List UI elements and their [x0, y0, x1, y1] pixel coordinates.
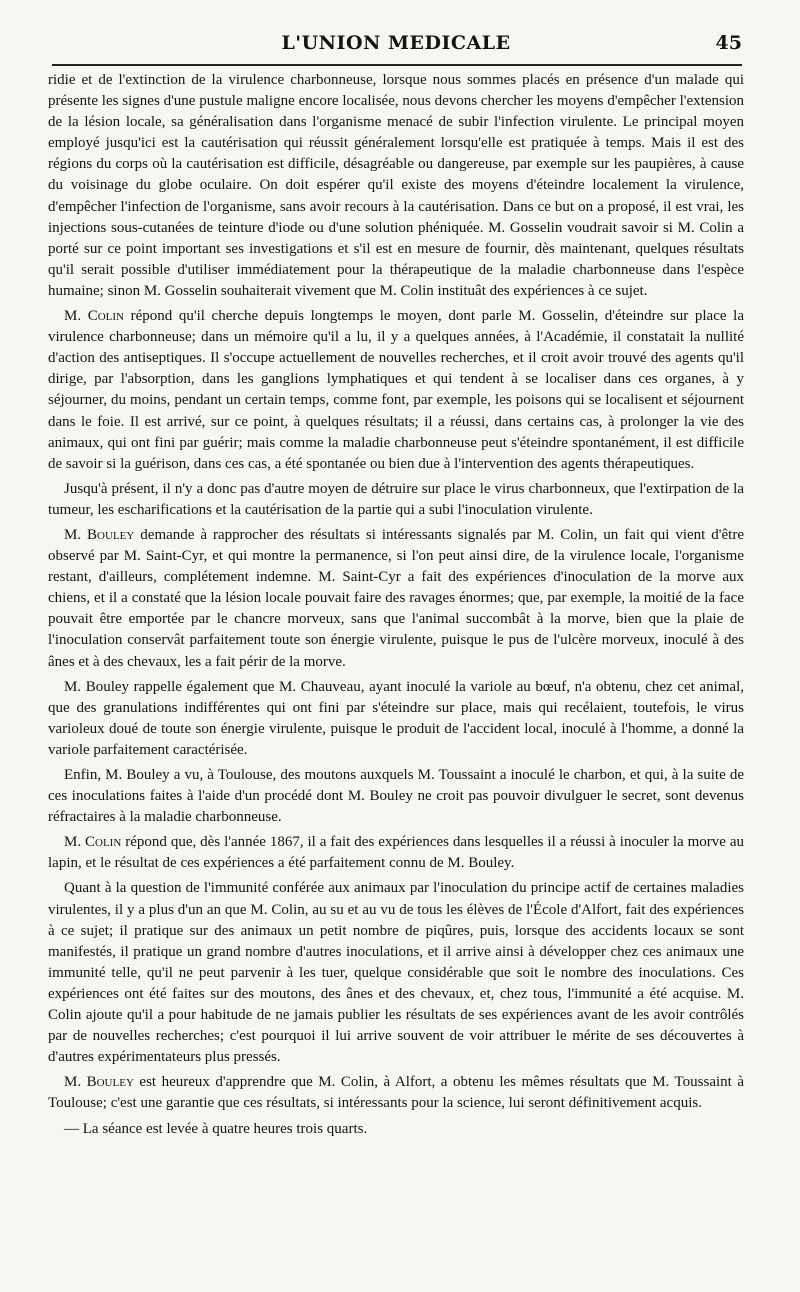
speaker-name: M. Colin [64, 308, 124, 325]
paragraph: M. Colin répond que, dès l'année 1867, il a fait des expériences dans lesquelles il a réussi à inoculer la morve au lapin, et le résultat de ces expériences a été parfaitement connu de M. Bouley. [48, 834, 745, 872]
paragraph: Jusqu'à présent, il n'y a donc pas d'autre moyen de détruire sur place le virus charbonneux, que l'extirpation de la tumeur, les escharifications et la cautérisation de la partie qui a subi l'inoculation virulente. [48, 480, 744, 518]
speaker-name: M. Bouley [64, 1074, 134, 1091]
paragraph: ridie et de l'extinction de la virulence charbonneuse, lorsque nous sommes placés en présence d'un malade qui présente les signes d'une pustule maligne encore localisée, nous devons chercher les moyens d'empêcher l'extension de la lésion locale, sa généralisation dans l'organisme menacé de subir l'infection virulente. Le principal moyen employé jusqu'ici est la cautérisation qui réussit généralement lorsqu'elle est pratiquée à temps. Mais il est des régions du corps où la cautérisation est difficile, désagréable ou dangereuse, par exemple sur les paupières, à cause du voisinage du globe oculaire. On doit espérer qu'il existe des moyens d'éteindre localement la virulence, d'empêcher l'infection de l'organisme, sans avoir recours à la cautérisation. Dans ce but on a proposé, il est vrai, les injections sous-cutanées de teinture d'iode ou d'une solution phéniquée. M. Gosselin voudrait savoir si M. Colin a porté sur ce point important ses investigations et s'il est en mesure de fournir, dès maintenant, quelques résultats qu'il serait possible d'utiliser immédiatement pour la thérapeutique de la maladie charbonneuse dans l'espèce humaine; sinon M. Gosselin souhaiterait vivement que M. Colin instituât des expériences à ce sujet. [48, 72, 744, 299]
speaker-name: M. Bouley [64, 526, 135, 543]
paragraph: M. Bouley est heureux d'apprendre que M. Colin, à Alfort, a obtenu les mêmes résultats que M. Toussaint à Toulouse; c'est une garantie que ces résultats, si intéressants pour la science, lui seront définitivement acquis. [48, 1074, 745, 1112]
running-header [50, 28, 742, 60]
page-number: 45 [715, 32, 742, 54]
paragraph: M. Bouley demande à rapprocher des résultats si intéressants signalés par M. Colin, un fait qui vient d'être observé par M. Saint-Cyr, et qui montre la permanence, si l'on peut ainsi dire, de la virulence locale, l'organisme restant, d'ailleurs, complétement indemne. M. Saint-Cyr a fait des expériences d'inoculation de la morve aux chiens, et il a constaté que la lésion locale pouvait faire des ravages énormes; que, par exemple, la moitié de la face pouvait être emportée par le chancre morveux, sans que l'animal succombât à la morve, bien que la plaie de l'inoculation conservât parfaitement toute son énergie virulente, puisque le pus de l'ulcère morveux, inoculé à des ânes et à des chevaux, les a fait périr de la morve. [48, 526, 744, 670]
paragraph: Enfin, M. Bouley a vu, à Toulouse, des moutons auxquels M. Toussaint a inoculé le charbon, et qui, à la suite de ces inoculations faites à l'aide d'un procédé dont M. Bouley ne croit pas pouvoir divulguer le secret, sont devenus réfractaires à la maladie charbonneuse. [48, 767, 744, 826]
paragraph: M. Bouley rappelle également que M. Chauveau, ayant inoculé la variole au bœuf, n'a obtenu, chez cet animal, que des granulations indifférentes qui ont fini par s'éteindre sur place, mais qui recélaient, toutefois, le virus varioleux doué de toute son énergie virulente, puisque le produit de l'accident local, inoculé à l'homme, a donné la variole parfaitement caractérisée. [48, 678, 744, 758]
paragraph: M. Colin répond qu'il cherche depuis longtemps le moyen, dont parle M. Gosselin, d'éteindre sur place la virulence charbonneuse; dans un mémoire qu'il a lu, il y a quelques années, à l'Académie, il constatait la nullité d'action des antiseptiques. Il s'occupe actuellement de nouvelles recherches, et il croit avoir trouvé des agents qu'il dirige, par l'absorption, dans les ganglions lymphatiques et qui tendent à se localiser dans ces organes, à y séjourner, du moins, pendant un certain temps, comme font, par exemple, les poisons qui se localisent et séjournent dans le foie. Il est arrivé, sur ce point, à quelques résultats; il a réussi, dans certains cas, à prolonger la vie des animaux, qui ont fini par guérir; mais comme la maladie charbonneuse peut s'éteindre spontanément, il est difficile de savoir si la guérison, dans ces cas, a été spontanée ou bien due à l'intervention des agents thérapeutiques. [48, 308, 744, 472]
body-text [48, 70, 744, 1144]
closing-line: — La séance est levée à quatre heures trois quarts. [64, 1120, 368, 1137]
journal-title: L'UNION MEDICALE [281, 32, 511, 54]
header-rule [52, 64, 742, 66]
paragraph: Quant à la question de l'immunité conférée aux animaux par l'inoculation du principe actif de certaines maladies virulentes, il y a plus d'un an que M. Colin, au su et au vu de tous les élèves de l'École d'Alfort, fait des expériences à ce sujet; il pratique sur des animaux un petit nombre de piqûres, puis, lorsque des accidents locaux se sont manifestés, il pratique un grand nombre d'autres inoculations, et il arrive ainsi à développer chez ces animaux une immunité telle, qu'il ne peut parvenir à les tuer, quelque considérable que soit le nombre des inoculations. Ces expériences ont été faites sur des moutons, des ânes et des chevaux, et, chez tous, l'immunité a été acquise. M. Colin ajoute qu'il a pour habitude de ne jamais publier les résultats de ses expériences avant de les avoir contrôlés par de nouvelles recherches; c'est pourquoi il lui arrive souvent de voir attribuer le mérite de ses découvertes à d'autres expérimentateurs plus pressés. [48, 880, 744, 1066]
speaker-name: M. Colin [64, 834, 122, 851]
